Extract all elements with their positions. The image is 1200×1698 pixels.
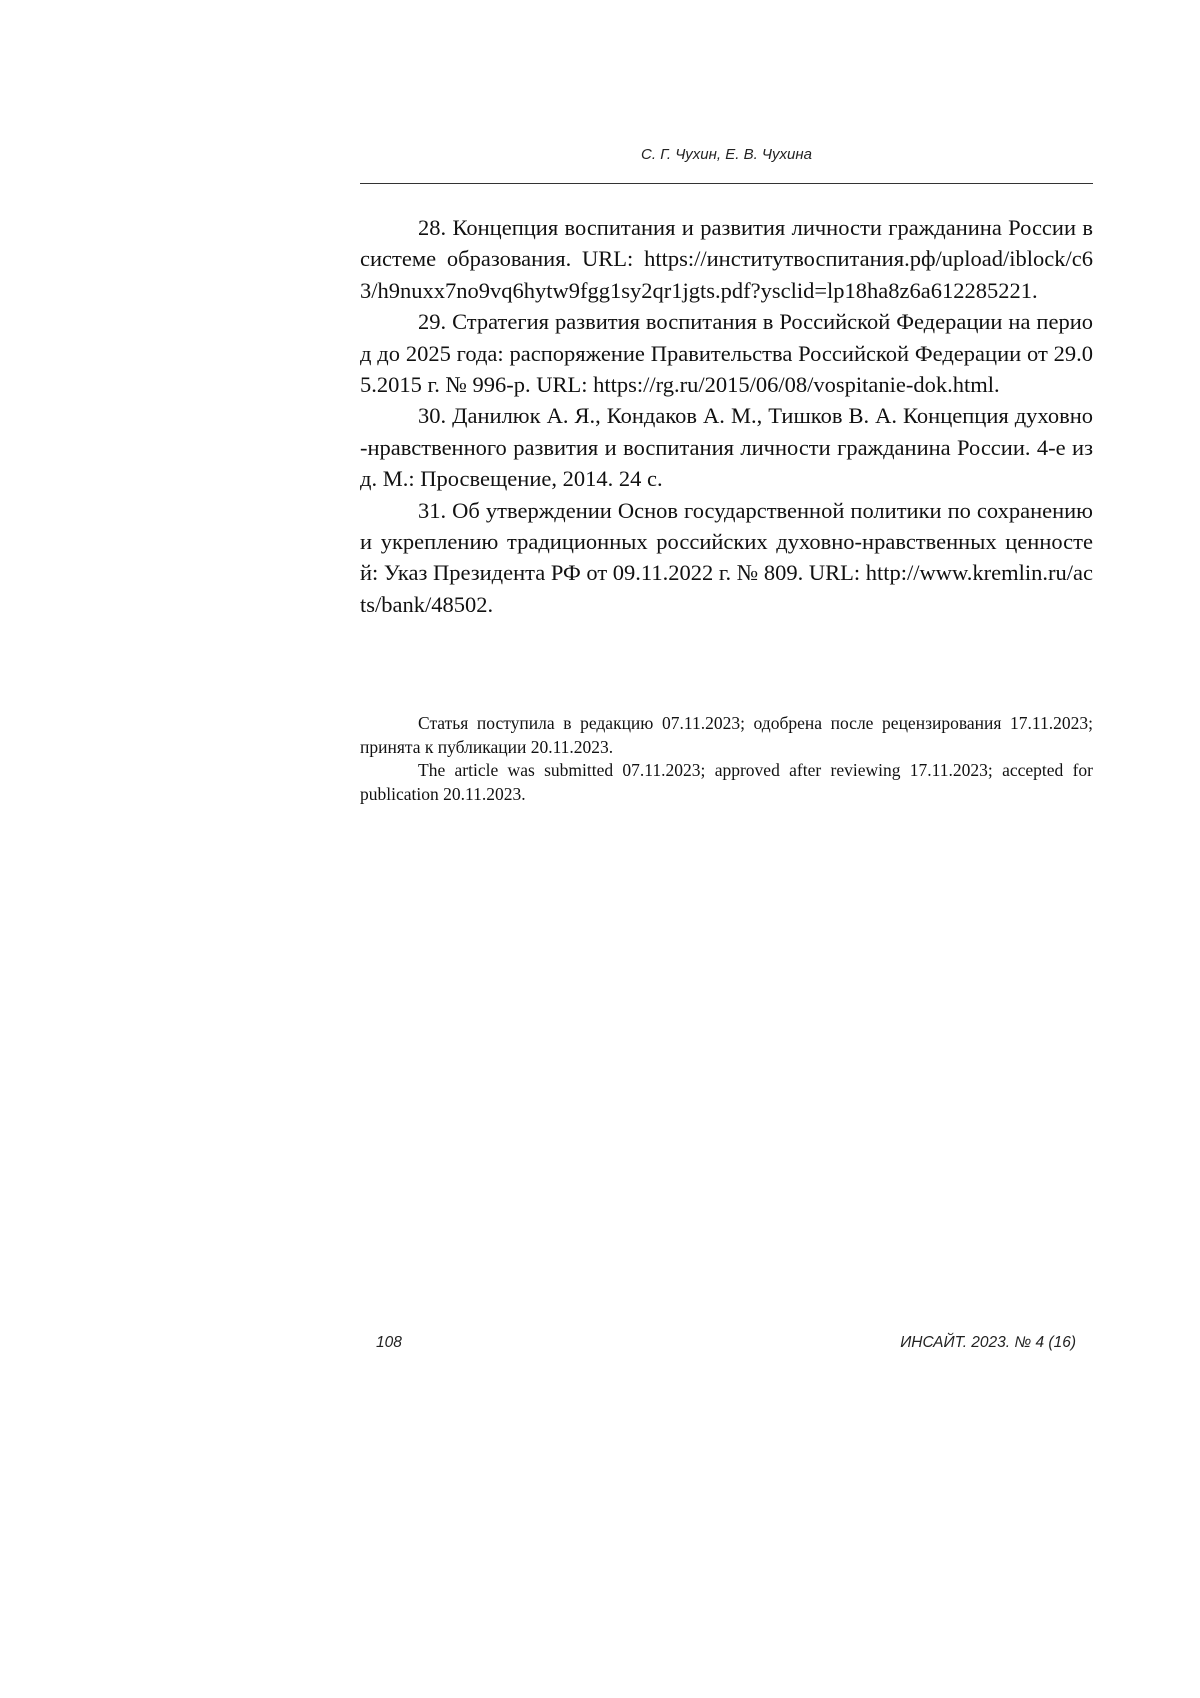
reference-item: 29. Стратегия развития воспитания в Российской Федерации на период до 2025 года: распоряжение Правительства Российской Федерации от 29.05.2015 г. № 996-р. URL: https://rg.ru/2015/06/08/vospitanie-dok.html.: [360, 309, 1093, 398]
reference-item: 31. Об утверждении Основ государственной политики по сохранению и укреплению традиционных российских духовно-нравственных ценностей: Указ Президента РФ от 09.11.2022 г. № 809. URL: http://www.kremlin.ru/acts/bank/48502.: [360, 497, 1093, 617]
running-head-authors: С. Г. Чухин, Е. В. Чухина: [641, 146, 812, 163]
journal-issue: ИНСАЙТ. 2023. № 4 (16): [900, 1334, 1076, 1351]
references-list: [360, 212, 1093, 620]
reference-item: 28. Концепция воспитания и развития личности гражданина России в системе образования. URL: https://институтвоспитания.рф/upload/iblock/c63/h9nuxx7no9vq6hytw9fgg1sy2qr1jgts.pdf?ysclid=lp18ha8z6a612285221.: [360, 215, 1093, 303]
article-history-en: The article was submitted 07.11.2023; approved after reviewing 17.11.2023; accepted for publication 20.11.2023.: [360, 760, 1093, 804]
page-number: 108: [376, 1334, 402, 1351]
header-rule: [360, 183, 1093, 184]
article-history: [360, 712, 1093, 806]
reference-item: 30. Данилюк А. Я., Кондаков А. М., Тишков В. А. Концепция духовно-нравственного развития и воспитания личности гражданина России. 4-е изд. М.: Просвещение, 2014. 24 с.: [360, 403, 1093, 492]
article-history-ru: Статья поступила в редакцию 07.11.2023; одобрена после рецензирования 17.11.2023; принята к публикации 20.11.2023.: [360, 713, 1093, 757]
